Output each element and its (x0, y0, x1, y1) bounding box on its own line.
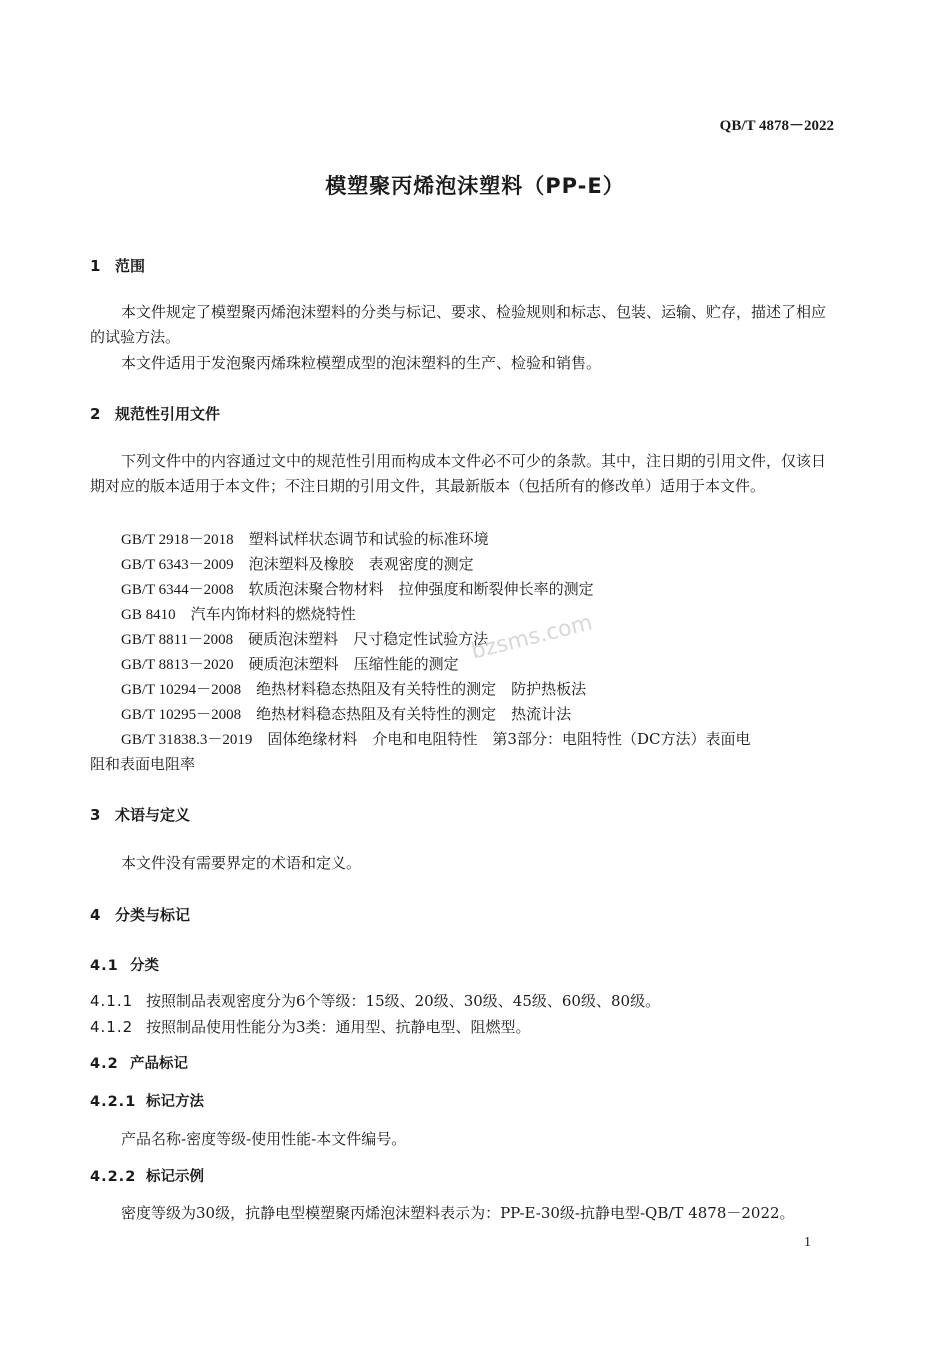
section-number: 2 (90, 405, 101, 423)
reference-code: GB/T 10295－2008 (121, 707, 242, 723)
reference-code: GB/T 6343－2009 (121, 557, 234, 573)
reference-item (121, 603, 356, 624)
marking-method-text: 产品名称-密度等级-使用性能-本文件编号。 (121, 1130, 407, 1148)
subsection-heading-4-1 (90, 954, 159, 975)
subsection-heading-4-2-2 (90, 1165, 204, 1186)
section-number: 4 (90, 906, 101, 924)
subsection-number: 4.2 (90, 1056, 119, 1072)
section-number: 1 (90, 257, 101, 275)
section-heading-2 (90, 403, 220, 424)
reference-item (121, 628, 488, 649)
reference-item (121, 653, 459, 674)
clause-text: 按照制品使用性能分为3类：通用型、抗静电型、阻燃型。 (146, 1018, 531, 1036)
reference-continuation: 阻和表面电阻率 (90, 755, 196, 773)
reference-code: GB/T 31838.3－2019 (121, 732, 253, 748)
subsection-number: 4.1 (90, 958, 119, 974)
subsection-number: 4.2.2 (90, 1169, 137, 1185)
reference-title: 塑料试样状态调节和试验的标准环境 (248, 530, 489, 548)
reference-title: 泡沫塑料及橡胶 表观密度的测定 (248, 555, 474, 573)
reference-title: 硬质泡沫塑料 压缩性能的测定 (248, 655, 459, 673)
clause-number: 4.1.2 (90, 1018, 134, 1036)
document-title: 模塑聚丙烯泡沫塑料（PP-E） (325, 174, 625, 198)
section-heading-4 (90, 904, 190, 925)
reference-title: 汽车内饰材料的燃烧特性 (190, 605, 356, 623)
section-title: 术语与定义 (115, 806, 191, 824)
reference-code: GB/T 8811－2008 (121, 632, 234, 648)
clause-4-1-2 (90, 1016, 531, 1037)
subsection-heading-4-2 (90, 1052, 188, 1073)
reference-code: GB/T 2918－2018 (121, 532, 234, 548)
reference-item (121, 703, 571, 724)
reference-title: 绝热材料稳态热阻及有关特性的测定 热流计法 (256, 705, 572, 723)
terms-paragraph: 本文件没有需要界定的术语和定义。 (121, 854, 362, 872)
section-title: 分类与标记 (115, 906, 191, 924)
reference-title: 软质泡沫聚合物材料 拉伸强度和断裂伸长率的测定 (248, 580, 594, 598)
marking-example-text: 密度等级为30级，抗静电型模塑聚丙烯泡沫塑料表示为：PP-E-30级-抗静电型-QB/T 4878－2022。 (121, 1204, 795, 1222)
clause-text: 按照制品表观密度分为6个等级：15级、20级、30级、45级、60级、80级。 (146, 992, 661, 1010)
references-intro: 下列文件中的内容通过文中的规范性引用而构成本文件必不可少的条款。其中，注日期的引用文件，仅该日期对应的版本适用于本文件；不注日期的引用文件，其最新版本（包括所有的修改单）适用于本文件。 (90, 452, 827, 495)
reference-code: GB/T 8813－2020 (121, 657, 234, 673)
watermark: bzsms.com (468, 610, 596, 665)
section-heading-3 (90, 804, 190, 825)
reference-item (121, 528, 489, 549)
reference-code: GB 8410 (121, 607, 176, 623)
reference-item (121, 578, 594, 599)
reference-item (121, 728, 750, 749)
section-title: 范围 (115, 257, 146, 275)
reference-item (121, 678, 586, 699)
reference-title: 绝热材料稳态热阻及有关特性的测定 防护热板法 (256, 680, 587, 698)
section-heading-1 (90, 255, 145, 276)
clause-number: 4.1.1 (90, 992, 134, 1010)
section-title: 规范性引用文件 (115, 405, 221, 423)
subsection-title: 标记示例 (146, 1169, 204, 1185)
subsection-title: 产品标记 (130, 1056, 188, 1072)
reference-title: 硬质泡沫塑料 尺寸稳定性试验方法 (248, 630, 489, 648)
subsection-number: 4.2.1 (90, 1094, 137, 1110)
subsection-heading-4-2-1 (90, 1090, 204, 1111)
page-number: 1 (804, 1235, 811, 1250)
subsection-title: 标记方法 (146, 1094, 204, 1110)
section-number: 3 (90, 806, 101, 824)
scope-paragraph-2: 本文件适用于发泡聚丙烯珠粒模塑成型的泡沫塑料的生产、检验和销售。 (121, 354, 602, 372)
standard-code: QB/T 4878－2022 (719, 118, 834, 134)
subsection-title: 分类 (130, 958, 159, 974)
reference-title: 固体绝缘材料 介电和电阻特性 第3部分：电阻特性（DC方法）表面电 (267, 730, 751, 748)
scope-paragraph-1: 本文件规定了模塑聚丙烯泡沫塑料的分类与标记、要求、检验规则和标志、包装、运输、贮存，描述了相应的试验方法。 (90, 303, 827, 346)
reference-code: GB/T 10294－2008 (121, 682, 242, 698)
reference-code: GB/T 6344－2008 (121, 582, 234, 598)
reference-item (121, 553, 474, 574)
clause-4-1-1 (90, 990, 660, 1011)
